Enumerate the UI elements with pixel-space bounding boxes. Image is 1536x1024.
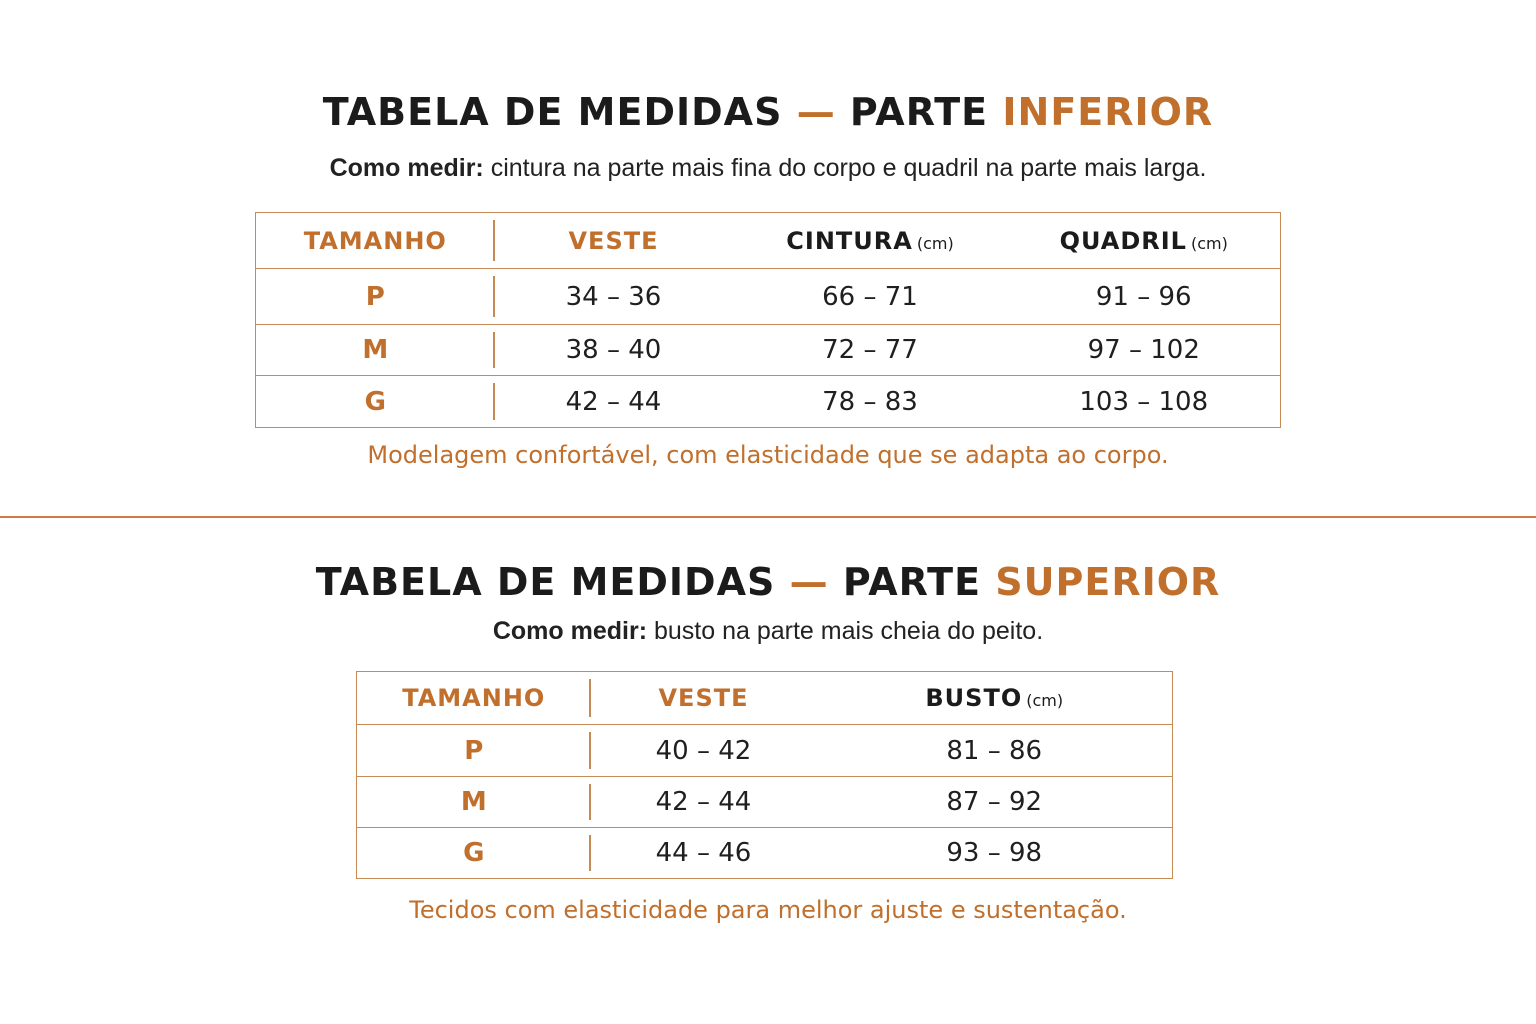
header-cell-size — [256, 213, 495, 269]
quadril-cell: 97 – 102 — [1008, 325, 1281, 376]
cintura-cell: 72 – 77 — [733, 325, 1008, 376]
size-cell — [357, 828, 591, 879]
header-quadril-unit: (cm) — [1190, 233, 1228, 253]
size-letter: M — [362, 335, 389, 365]
size-cell — [256, 269, 495, 325]
size-letter: M — [460, 787, 487, 817]
section-divider — [0, 516, 1536, 518]
superior-title-dash: — — [789, 560, 829, 604]
superior-howto-label: Como medir: — [492, 617, 648, 645]
size-letter: P — [365, 281, 385, 312]
veste-cell: 38 – 40 — [495, 325, 733, 376]
table-row — [256, 269, 1281, 325]
busto-cell: 93 – 98 — [817, 828, 1173, 879]
busto-cell: 81 – 86 — [817, 725, 1173, 777]
size-cell — [357, 777, 591, 828]
inferior-howto-text: cintura na parte mais fina do corpo e quadril na parte mais larga. — [490, 154, 1207, 182]
superior-howto — [0, 617, 1536, 646]
veste-cell: 42 – 44 — [591, 777, 817, 828]
cintura-cell: 66 – 71 — [733, 269, 1008, 325]
veste-cell: 44 – 46 — [591, 828, 817, 879]
busto-cell: 87 – 92 — [817, 777, 1173, 828]
header-cintura-unit: (cm) — [916, 233, 954, 253]
inferior-title — [0, 90, 1536, 134]
veste-cell: 40 – 42 — [591, 725, 817, 777]
cintura-cell: 78 – 83 — [733, 376, 1008, 428]
quadril-cell: 91 – 96 — [1008, 269, 1281, 325]
size-cell — [256, 325, 495, 376]
header-cell-veste — [591, 672, 817, 725]
veste-cell: 42 – 44 — [495, 376, 733, 428]
inferior-title-part: PARTE — [849, 90, 989, 134]
size-cell — [256, 376, 495, 428]
header-veste-label: VESTE — [658, 684, 749, 712]
inferior-title-main: TABELA DE MEDIDAS — [322, 90, 783, 134]
inferior-size-table — [255, 212, 1281, 428]
header-quadril-label: QUADRIL — [1059, 226, 1187, 255]
size-letter: G — [463, 838, 485, 868]
table-row — [357, 828, 1173, 879]
header-cell-veste — [495, 213, 733, 269]
table-row — [357, 725, 1173, 777]
size-letter: G — [364, 386, 386, 417]
header-veste-label: VESTE — [568, 226, 659, 255]
inferior-title-dash: — — [796, 90, 836, 134]
table-row — [256, 325, 1281, 376]
superior-note: Tecidos com elasticidade para melhor ajuste e sustentação. — [409, 896, 1127, 924]
superior-howto-text: busto na parte mais cheia do peito. — [654, 617, 1044, 645]
superior-size-table — [356, 671, 1173, 879]
table-header-row — [357, 672, 1173, 725]
superior-title — [0, 560, 1536, 604]
header-busto-label: BUSTO — [925, 684, 1023, 712]
size-cell — [357, 725, 591, 777]
table-header-row — [256, 213, 1281, 269]
header-cell-size — [357, 672, 591, 725]
inferior-howto-label: Como medir: — [329, 154, 484, 182]
header-size-label: TAMANHO — [303, 226, 447, 255]
veste-cell: 34 – 36 — [495, 269, 733, 325]
table-row — [357, 777, 1173, 828]
header-cell-quadril — [1008, 213, 1281, 269]
superior-title-accent: SUPERIOR — [995, 560, 1221, 604]
header-cell-busto — [817, 672, 1173, 725]
inferior-title-accent: INFERIOR — [1002, 90, 1214, 134]
table-row — [256, 376, 1281, 428]
header-size-label: TAMANHO — [402, 684, 546, 712]
superior-title-main: TABELA DE MEDIDAS — [315, 560, 776, 604]
inferior-howto — [0, 154, 1536, 183]
header-cintura-label: CINTURA — [786, 226, 913, 255]
header-cell-cintura — [733, 213, 1008, 269]
quadril-cell: 103 – 108 — [1008, 376, 1281, 428]
superior-title-part: PARTE — [842, 560, 982, 604]
size-letter: P — [464, 735, 484, 766]
inferior-note: Modelagem confortável, com elasticidade que se adapta ao corpo. — [367, 441, 1169, 469]
header-busto-unit: (cm) — [1026, 691, 1064, 710]
